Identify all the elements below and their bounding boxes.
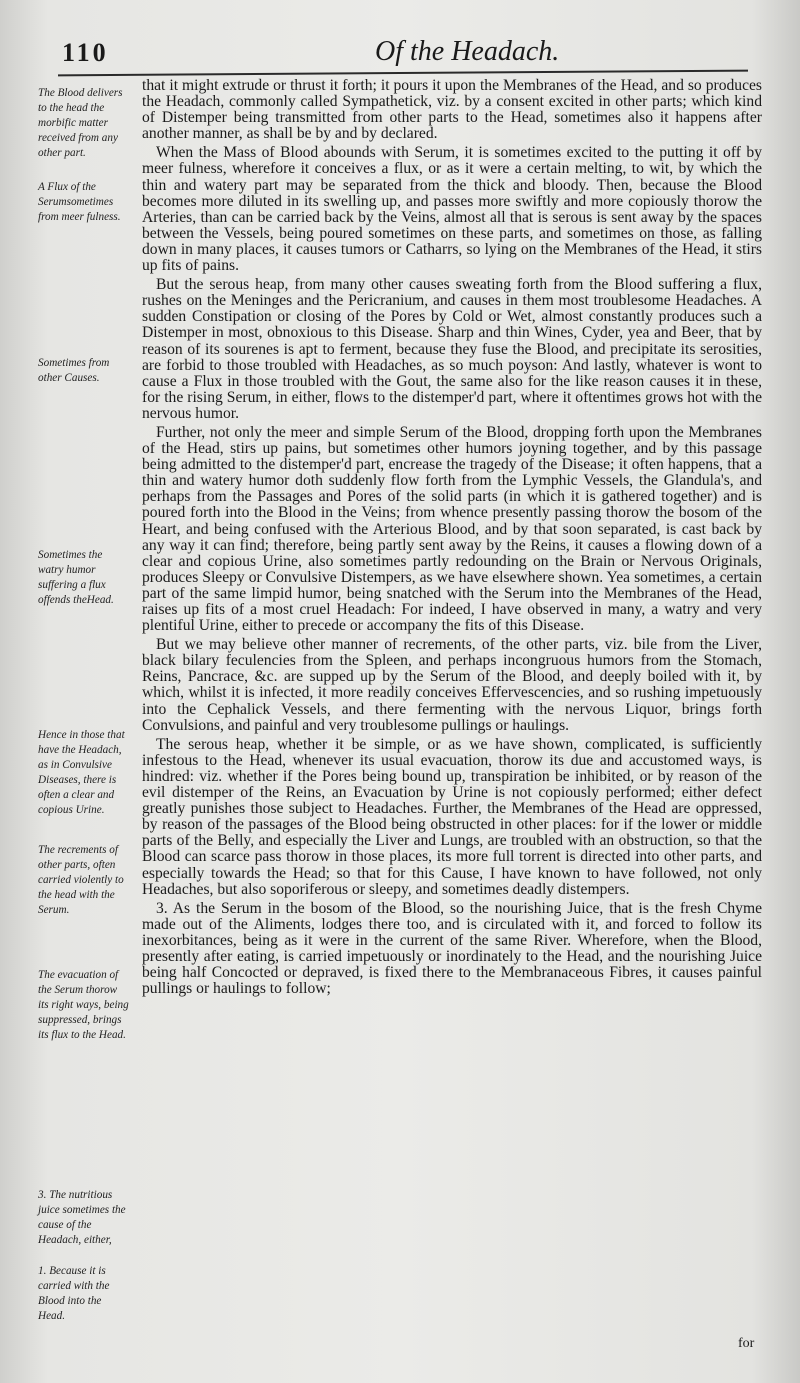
header-rule — [58, 70, 748, 77]
paragraph: But the serous heap, from many other causes sweating forth from the Blood suffering a flux, rushes on the Meninges and the Pericranium, and causes in them most troublesome Headaches. A sudden Constipation or closing of the Pores by Cold or Wet, almost constantly produces such a Distemper in most, obnoxious to this Disease. Sharp and thin Wines, Cyder, yea and Beer, that by reason of its sourenes is apt to ferment, because they fuse the Blood, and precipitate its serosities, are forbid to those troubled with Headaches, as so much poyson: And lastly, whatever is wont to cause a Flux in those troubled with the Gout, the same also for the like reason causes it in these, for the rising Serum, in either, flows to the distemper'd part, where it oftentimes grows hot with the nervous humor. — [142, 276, 762, 422]
paragraph: When the Mass of Blood abounds with Serum, it is sometimes excited to the putting it off by meer fulness, wherefore it conceives a flux, or as it were a certain melting, to wit, by which the thin and watery part may be separated from the thick and bloody. Then, because the Blood becomes more diluted in its swelling up, and passes more swiftly and more copiously thorow the Arteries, than can be carried back by the Veins, almost all that is serous is sent away by the spaces between the Vessels, being poured sometimes on these parts, and sometimes on those, as falling down in many places, it causes tumors or Catharrs, so lying on the Membranes of the Head, it stirs up fits of pains. — [142, 144, 762, 275]
catchword: for — [738, 1336, 755, 1351]
page-number: 110 — [62, 38, 109, 67]
page-header — [0, 32, 800, 72]
paragraph: Further, not only the meer and simple Serum of the Blood, dropping forth upon the Membranes of the Head, stirs up pains, but sometimes other humors joyning together, and by this passage being admitted to the distemper'd part, encrease the tragedy of the Disease; it often happens, that a thin and watery humor doth suddenly flow forth from the Lymphic Vessels, the Glandula's, and perhaps from the Passages and Pores of the solid parts (in which it is gathered together) and is poured forth into the Blood in the Veins; from whence presently passing thorow the bosom of the Heart, and being confused with the Arterious Blood, and by that soon separated, is cast back by any way it can find; therefore, being partly sent away by the Reins, it causes a flowing down of a clear and copious Urine, also sometimes partly redounding on the Brain or Nervous Originals, produces Sleepy or Convulsive Distempers, as we have elsewhere shown. Yea sometimes, a certain part of the same limpid humor, being snatched with the Serum into the Membranes of the Head, raises up fits of a most cruel Headach: For indeed, I have observed in many, a watry and very plentiful Urine, either to precede or accompany the fits of this Disease. — [142, 423, 762, 635]
margin-note: Hence in those that have the Headach, as in Convulsive Diseases, there is often a clear and copious Urine. — [38, 729, 125, 816]
margin-note: Sometimes the watry humor suffering a flux offends theHead. — [38, 549, 114, 606]
paragraph: The serous heap, whether it be simple, or as we have shown, complicated, is sufficiently infestous to the Head, whenever its usual evacuation, thorow its due and accustomed ways, is hindred: viz. whether if the Pores being bound up, transpiration be inhibited, or by reason of the evil distemper of the Reins, an Evacuation by Urine is not copiously performed; either defect greatly punishes those subject to Headaches. Further, the Membranes of the Head are oppressed, by reason of the passages of the Blood being obstructed in other places: for if the lower or middle parts of the Belly, and especially the Liver and Lungs, are troubled with an obstruction, so that the Blood can scarce pass thorow in those places, its more full torrent is directed into other parts, and especially towards the Head; so that for this Cause, I have known to have followed, not only Headaches, but also soporiferous or sleepy, and sometimes deadly distempers. — [142, 735, 762, 898]
margin-note: Sometimes from other Causes. — [38, 357, 110, 384]
margin-note: The Blood delivers to the head the morbific matter received from any other part. — [38, 87, 123, 159]
margin-note: A Flux of the Serumsometimes from meer fulness. — [38, 181, 121, 223]
paragraph: that it might extrude or thrust it forth; it pours it upon the Membranes of the Head, and so produces the Headach, commonly called Sympathetick, viz. by a consent excited in other parts; which kind of Distemper being transmitted from other parts to the Head, sometimes also it happens after another manner, as shall be by and by declared. — [142, 77, 762, 143]
margin-note: 3. The nutritious juice sometimes the cause of the Headach, either, — [38, 1189, 126, 1246]
paragraph: But we may believe other manner of recrements, of the other parts, viz. bile from the Liver, black bilary feculencies from the Spleen, and perhaps incongruous humors from the Stomach, Reins, Pancrace, &c. are supped up by the Serum of the Blood, and deeply boiled with it, by which, whilst it is infected, it more readily conceives Effervescencies, and so rushing impetuously into the Cephalick Vessels, and there fermenting with the nervous Liquor, brings forth Convulsions, and painful and very troublesome pullings or haulings. — [142, 636, 762, 734]
margin-note: The evacuation of the Serum thorow its right ways, being suppressed, brings its flux to the Head. — [38, 969, 129, 1041]
margin-note: The recrements of other parts, often carried violently to the head with the Serum. — [38, 844, 124, 916]
running-head: Of the Headach. — [375, 36, 560, 67]
margin-note: 1. Because it is carried with the Blood into the Head. — [38, 1265, 110, 1322]
paragraph: 3. As the Serum in the bosom of the Blood, so the nourishing Juice, that is the fresh Chyme made out of the Aliments, lodges there too, and is circulated with it, and forced to follow its inexorbitances, being as it were in the current of the same River. Wherefore, when the Blood, presently after eating, is carried impetuously or inordinately to the Head, and the nourishing Juice being half Concocted or depraved, is fixed there to the Membranaceous Fibres, it causes painful pullings or haulings to follow; — [142, 899, 762, 998]
body-text — [142, 78, 762, 1000]
